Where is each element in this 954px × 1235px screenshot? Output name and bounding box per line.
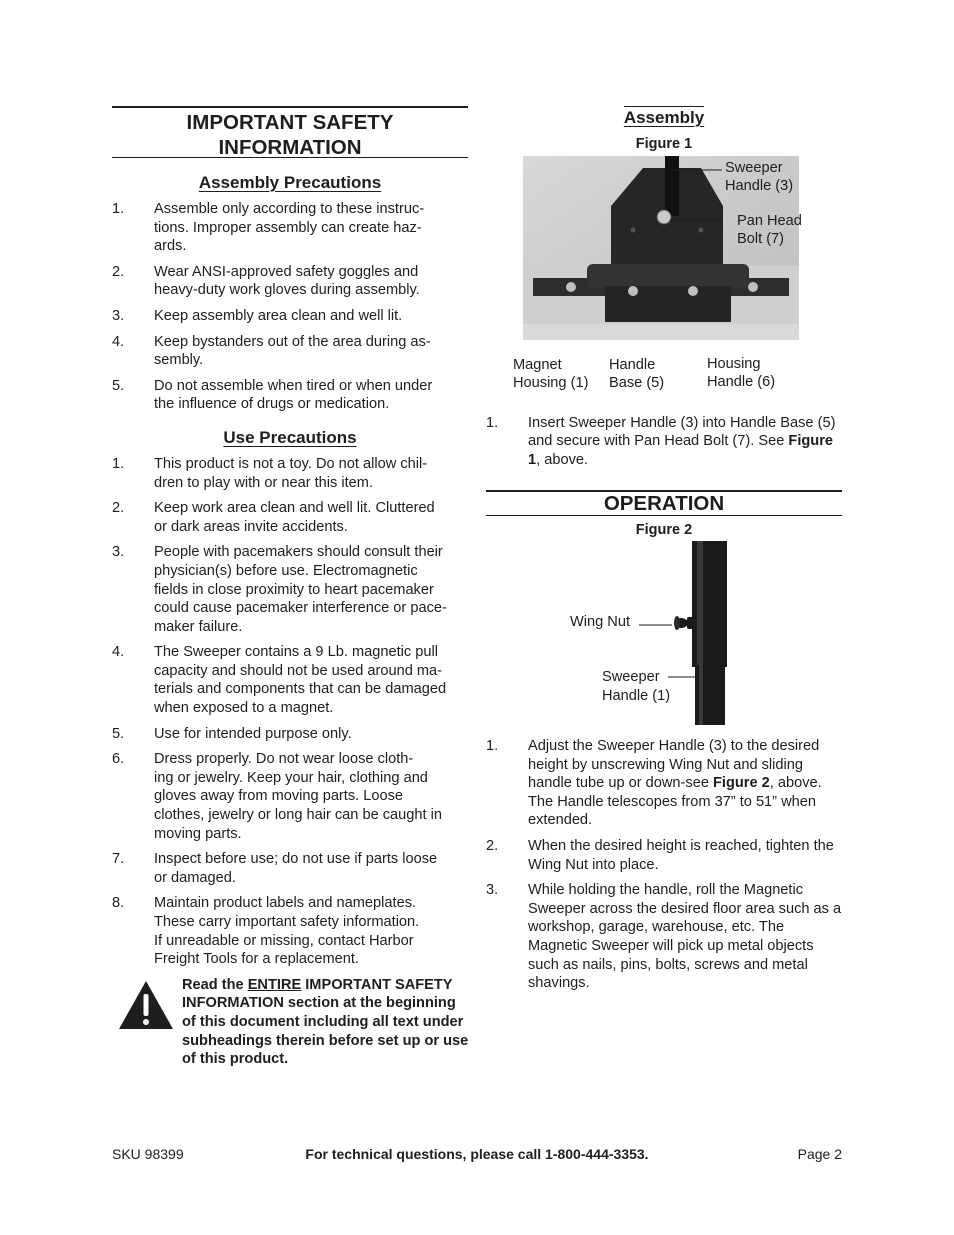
warning-block	[112, 976, 468, 1068]
use-precaution-item-number: 4.	[112, 644, 125, 661]
operation-step-text: Adjust the Sweeper Handle (3) to the desired height by unscrewing Wing Nut and sliding handle tube up or down-see	[528, 737, 820, 792]
assembly-precaution-item-number: 1.	[112, 201, 125, 217]
assembly-precaution-item	[112, 200, 468, 256]
assembly-precaution-item-text: Keep bystanders out of the area during as- sembly.	[154, 333, 431, 369]
warning-text-underlined: ENTIRE	[247, 976, 302, 993]
footer-sku: SKU 98399	[112, 1146, 184, 1162]
assembly-precaution-item	[112, 377, 468, 414]
operation-steps	[486, 737, 842, 993]
callout-handle-base: Handle Base (5)	[609, 356, 665, 392]
assembly-precaution-item-text: Wear ANSI-approved safety goggles and heavy-duty work gloves during assembly.	[154, 263, 420, 299]
assembly-precaution-item	[112, 333, 468, 370]
operation-step-text: When the desired height is reached, tighten the Wing Nut into place.	[528, 837, 834, 873]
use-precaution-item	[112, 643, 468, 717]
assembly-precaution-item-number: 2.	[112, 263, 125, 280]
operation-step	[486, 837, 842, 874]
operation-step-figure-ref: Figure 2	[713, 775, 770, 792]
use-precaution-item-number: 6.	[112, 751, 125, 768]
use-precaution-item-text: Use for intended purpose only.	[154, 725, 352, 742]
callout-sweeper-handle-3: Sweeper Handle (3)	[725, 159, 794, 195]
assembly-heading	[486, 106, 842, 130]
assembly-step-text: Insert Sweeper Handle (3) into Handle Base (5) and secure with Pan Head Bolt (7). See	[528, 414, 836, 450]
safety-section-title	[112, 106, 468, 158]
safety-title-line1: IMPORTANT SAFETY	[186, 111, 394, 134]
warning-text	[182, 976, 470, 1069]
safety-title-line2: INFORMATION	[218, 136, 362, 159]
use-precaution-item-text: People with pacemakers should consult their physician(s) before use. Electromagnetic fields in close proximity to heart pacemaker could cause pacemaker interference or pace- maker failure.	[154, 544, 447, 635]
use-precaution-item-number: 8.	[112, 895, 125, 912]
use-precaution-item-text: Inspect before use; do not use if parts loose or damaged.	[154, 851, 438, 886]
assembly-precaution-item-number: 5.	[112, 377, 125, 394]
assembly-precautions-heading-text: Assembly Precautions	[198, 173, 382, 192]
operation-step-text: While holding the handle, roll the Magnetic Sweeper across the desired floor area such as a workshop, garage, warehouse, etc. The Magnetic Sweeper will pick up metal objects such as nails, pins, bolts, screws and metal shavings.	[528, 882, 842, 992]
use-precaution-item	[112, 499, 468, 536]
operation-step-number: 3.	[486, 882, 499, 899]
assembly-precautions-list	[112, 200, 468, 414]
use-precautions-list	[112, 455, 468, 969]
safety-column	[112, 106, 468, 1068]
use-precaution-item	[112, 725, 468, 744]
footer-page-number: Page 2	[797, 1146, 842, 1162]
assembly-heading-text: Assembly	[623, 108, 705, 127]
use-precaution-item-number: 1.	[112, 455, 125, 472]
use-precaution-item	[112, 543, 468, 636]
use-precaution-item-number: 2.	[112, 500, 125, 517]
assembly-precautions-heading	[112, 173, 468, 193]
figure-2	[486, 541, 842, 725]
operation-step-text-end: , above. The Handle telescopes from 37” to 51” when extended.	[528, 775, 822, 829]
use-precaution-item-text: The Sweeper contains a 9 Lb. magnetic pull capacity and should not be used around ma- terials and components that can be damaged when exposed to a magnet.	[154, 644, 447, 717]
use-precaution-item-text: Maintain product labels and nameplates. These carry important safety information. If unreadable or missing, contact Harbor Freight Tools for a replacement.	[154, 895, 420, 968]
operation-step	[486, 881, 842, 993]
operation-section-title: OPERATION	[486, 490, 842, 516]
callout-sweeper-handle-1: Sweeper Handle (1)	[602, 668, 671, 704]
use-precaution-item	[112, 455, 468, 492]
callout-pan-head-bolt: Pan Head Bolt (7)	[737, 212, 802, 248]
use-precautions-heading-text: Use Precautions	[223, 427, 357, 447]
operation-step-number: 2.	[486, 837, 499, 854]
use-precaution-item	[112, 850, 468, 887]
assembly-step-number: 1.	[486, 414, 499, 431]
figure-1	[486, 156, 842, 404]
assembly-precaution-item-text: Keep assembly area clean and well lit.	[154, 307, 403, 324]
assembly-precaution-item-number: 3.	[112, 307, 125, 324]
footer-contact: For technical questions, please call 1-800-444-3353.	[305, 1146, 649, 1162]
figure-2-label: Figure 2	[635, 522, 693, 539]
use-precaution-item-number: 3.	[112, 544, 125, 561]
assembly-operation-column	[486, 106, 842, 1000]
operation-step	[486, 737, 842, 830]
use-precaution-item-text: Keep work area clean and well lit. Cluttered or dark areas invite accidents.	[154, 500, 435, 535]
figure-1-label: Figure 1	[635, 136, 693, 152]
assembly-steps	[486, 414, 842, 470]
use-precautions-heading	[112, 428, 468, 448]
use-precaution-item-text: Dress properly. Do not wear loose cloth- ing or jewelry. Keep your hair, clothing and gloves away from moving parts. Loose clothes, jewelry or long hair can be caught in moving parts.	[154, 751, 442, 842]
use-precaution-item-number: 5.	[112, 725, 125, 742]
assembly-precaution-item	[112, 307, 468, 326]
callout-housing-handle: Housing Handle (6)	[707, 355, 776, 391]
assembly-precaution-item-text: Do not assemble when tired or when under the influence of drugs or medication.	[154, 377, 433, 413]
assembly-step-figure-ref: Figure 1	[528, 433, 833, 468]
assembly-precaution-item-number: 4.	[112, 333, 125, 350]
assembly-step	[486, 414, 842, 470]
assembly-step-text-end: , above.	[536, 451, 589, 468]
warning-text-post: IMPORTANT SAFETY INFORMATION section at the beginning of this document including all text under subheadings therein before set up or use of this product.	[182, 976, 469, 1068]
callout-magnet-housing: Magnet Housing (1)	[513, 356, 589, 392]
warning-triangle-icon	[117, 979, 175, 1031]
warning-text-pre: Read the	[182, 976, 248, 993]
assembly-precaution-item	[112, 263, 468, 300]
operation-step-number: 1.	[486, 737, 499, 754]
use-precaution-item	[112, 894, 468, 968]
assembly-precaution-item-text: Assemble only according to these instruc- tions. Improper assembly can create haz- ards.	[154, 201, 425, 255]
use-precaution-item-number: 7.	[112, 851, 125, 868]
use-precaution-item	[112, 750, 468, 843]
use-precaution-item-text: This product is not a toy. Do not allow chil- dren to play with or near this item.	[154, 455, 428, 491]
callout-wing-nut: Wing Nut	[570, 613, 631, 630]
